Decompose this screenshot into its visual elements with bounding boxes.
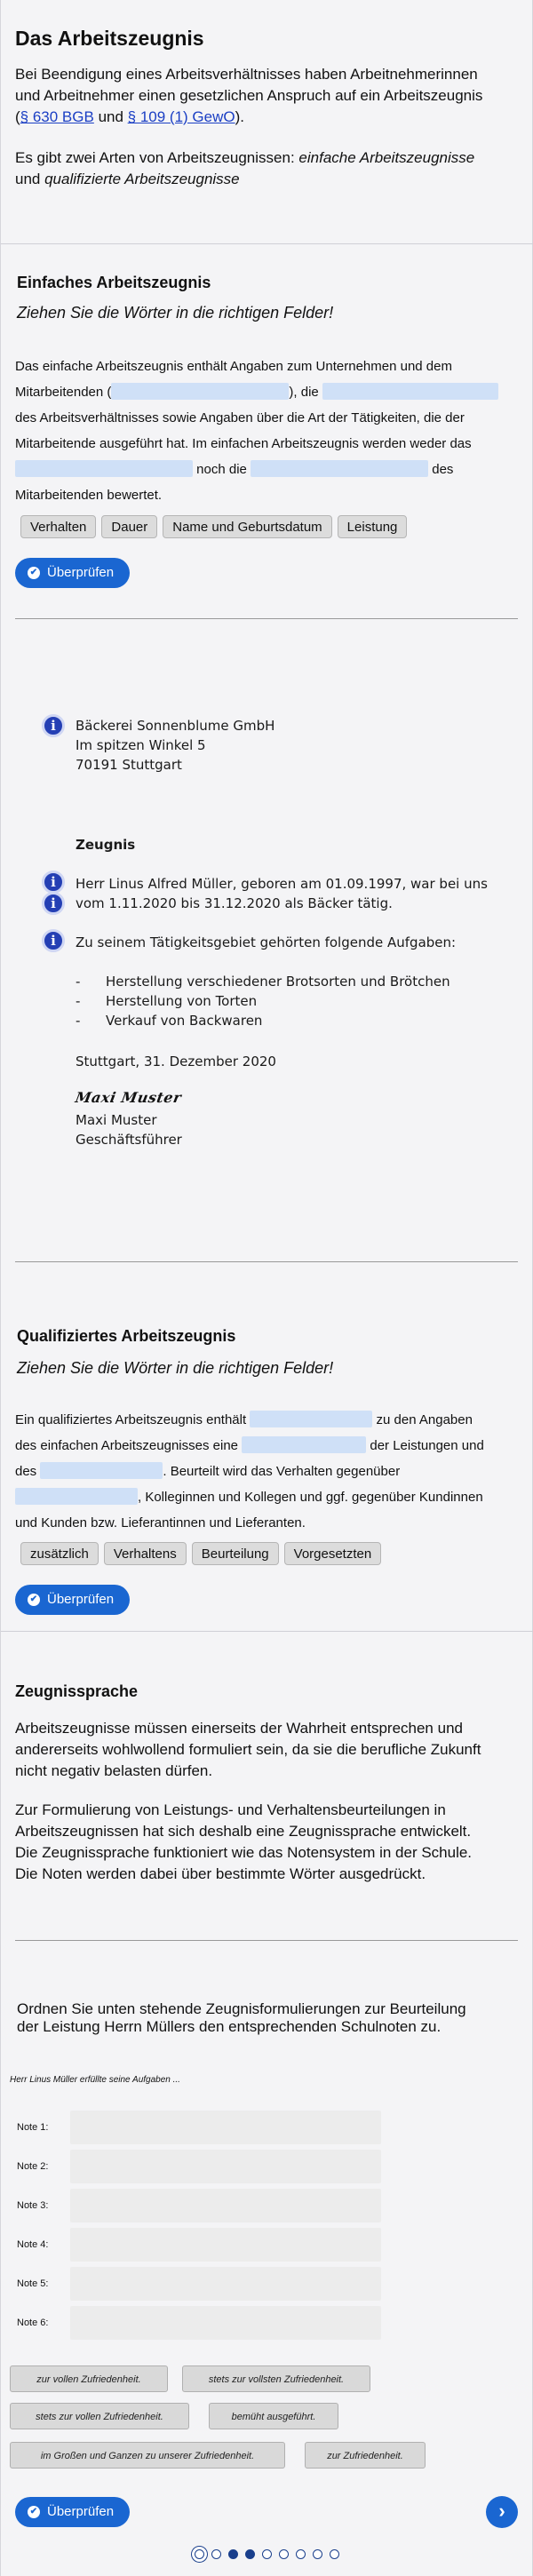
word-chip[interactable]: zusätzlich <box>20 1542 99 1565</box>
link-bgb[interactable]: § 630 BGB <box>20 108 94 125</box>
intro-paragraph-2 <box>15 147 521 190</box>
text: Es gibt zwei Arten von Arbeitszeugnissen: <box>15 149 299 166</box>
divider <box>1 1631 533 1632</box>
signature: Maxi Muster <box>74 1089 183 1106</box>
pager-dot[interactable] <box>313 2549 322 2559</box>
note-drop-3[interactable] <box>70 2189 381 2222</box>
word-bank <box>20 1542 386 1565</box>
text-line <box>15 1433 521 1459</box>
place-date: Stuttgart, 31. Dezember 2020 <box>76 1053 276 1069</box>
letter-heading: Zeugnis <box>76 837 136 853</box>
text-line <box>15 379 521 405</box>
text: Herstellung von Torten <box>106 993 258 1009</box>
section-title: Einfaches Arbeitszeugnis <box>17 274 211 291</box>
text: einfache Arbeitszeugnisse <box>298 149 475 166</box>
pager-dot[interactable] <box>279 2549 289 2559</box>
text: Ein qualifiziertes Arbeitszeugnis enthält <box>15 1412 247 1427</box>
text: und <box>93 108 128 125</box>
word-chip[interactable]: Verhalten <box>20 515 96 538</box>
divider <box>15 1261 518 1262</box>
text: ( <box>15 108 20 125</box>
info-icon[interactable]: i <box>42 871 65 894</box>
letter-text <box>76 874 488 913</box>
phrase-chip[interactable]: im Großen und Ganzen zu unserer Zufriedenheit. <box>10 2442 285 2469</box>
word-chip[interactable]: Leistung <box>338 515 408 538</box>
text: und <box>15 171 45 187</box>
pager-dot[interactable] <box>262 2549 272 2559</box>
note-drop-2[interactable] <box>70 2150 381 2183</box>
drop-field[interactable] <box>15 1488 138 1505</box>
button-label: Überprüfen <box>47 2504 115 2519</box>
intro-line <box>15 169 521 190</box>
text: Die Noten werden dabei über bestimmte Wörter ausgedrückt. <box>15 1865 426 1882</box>
word-chip[interactable]: Name und Geburtsdatum <box>163 515 331 538</box>
intro-line: und Arbeitnehmer einen gesetzlichen Anspruch auf ein Arbeitszeugnis <box>15 87 483 104</box>
note-drop-6[interactable] <box>70 2306 381 2340</box>
gap-text <box>15 1407 521 1536</box>
text: Mitarbeitenden ( <box>15 385 112 400</box>
section-title: Qualifiziertes Arbeitszeugnis <box>17 1327 236 1345</box>
phrase-chip[interactable]: stets zur vollen Zufriedenheit. <box>10 2403 189 2429</box>
letter-address <box>76 716 274 775</box>
text: noch die <box>196 462 247 477</box>
divider <box>15 618 518 619</box>
text: Herstellung verschiedener Brotsorten und Brötchen <box>106 974 450 990</box>
pager-dot[interactable] <box>211 2549 221 2559</box>
info-icon[interactable]: i <box>42 929 65 952</box>
word-bank <box>20 515 412 538</box>
check-button[interactable] <box>15 2497 130 2527</box>
instruction: Ziehen Sie die Wörter in die richtigen Felder! <box>17 1359 334 1377</box>
text-line <box>15 457 521 482</box>
phrase-chip[interactable]: zur Zufriedenheit. <box>305 2442 426 2469</box>
pager-dot[interactable] <box>296 2549 306 2559</box>
text: Die Zeugnissprache funktioniert wie das Notensystem in der Schule. <box>15 1844 473 1861</box>
pager-dot[interactable] <box>330 2549 339 2559</box>
check-button[interactable] <box>15 558 130 588</box>
phrase-chip[interactable]: stets zur vollsten Zufriedenheit. <box>182 2365 370 2392</box>
text: der Leistungen und <box>370 1438 484 1453</box>
word-chip[interactable]: Beurteilung <box>192 1542 279 1565</box>
button-label: Überprüfen <box>47 565 115 580</box>
note-drop-1[interactable] <box>70 2111 381 2144</box>
text-line <box>15 1484 521 1510</box>
word-chip[interactable]: Verhaltens <box>104 1542 187 1565</box>
button-label: Überprüfen <box>47 1592 115 1607</box>
text: andererseits wohlwollend formuliert sein, da sie die berufliche Zukunft <box>15 1741 481 1758</box>
intro-line <box>15 147 521 169</box>
task-list <box>76 972 450 1030</box>
text: Geschäftsführer <box>76 1132 182 1148</box>
letter-text: Zu seinem Tätigkeitsgebiet gehörten folgende Aufgaben: <box>76 934 457 950</box>
text: Verkauf von Backwaren <box>106 1013 263 1029</box>
drop-field[interactable] <box>322 383 498 400</box>
intro-paragraph <box>15 64 521 128</box>
task-item: - Herstellung von Torten <box>76 993 258 1009</box>
check-button[interactable] <box>15 1585 130 1615</box>
text: , Kolleginnen und Kollegen und ggf. gegenüber Kundinnen <box>138 1490 483 1505</box>
text: des <box>432 462 454 477</box>
info-icon[interactable]: i <box>42 892 65 915</box>
text: Zur Formulierung von Leistungs- und Verhaltensbeurteilungen in <box>15 1801 446 1818</box>
task-item: - Verkauf von Backwaren <box>76 1013 263 1029</box>
pager-dot[interactable] <box>195 2549 204 2559</box>
instruction <box>17 2000 466 2036</box>
note-label: Note 1: <box>17 2122 49 2133</box>
drop-field[interactable] <box>242 1436 366 1453</box>
text: Das einfache Arbeitszeugnis enthält Angaben zum Unternehmen und dem <box>15 359 452 374</box>
note-label: Note 6: <box>17 2318 49 2328</box>
divider <box>1 243 533 244</box>
check-circle-icon: ✔ <box>28 2506 40 2518</box>
phrase-chip[interactable]: zur vollen Zufriedenheit. <box>10 2365 168 2392</box>
intro-line: Bei Beendigung eines Arbeitsverhältnisses haben Arbeitnehmerinnen <box>15 66 478 83</box>
drop-field[interactable] <box>251 460 428 477</box>
text: Arbeitszeugnisse müssen einerseits der Wahrheit entsprechen und <box>15 1720 463 1737</box>
text: des einfachen Arbeitszeugnisses eine <box>15 1438 239 1453</box>
text: Mitarbeitende ausgeführt hat. Im einfachen Arbeitszeugnis werden weder das <box>15 436 472 451</box>
text: Maxi Muster <box>76 1112 157 1128</box>
text: Mitarbeitenden bewertet. <box>15 488 163 503</box>
phrase-chip[interactable]: bemüht ausgeführt. <box>209 2403 338 2429</box>
check-circle-icon: ✔ <box>28 567 40 579</box>
text: ), die <box>289 385 319 400</box>
text: zu den Angaben <box>376 1412 473 1427</box>
info-icon[interactable]: i <box>42 714 65 737</box>
drop-field[interactable] <box>15 460 193 477</box>
pager-dot[interactable] <box>245 2549 255 2559</box>
check-circle-icon: ✔ <box>28 1594 40 1606</box>
intro-line <box>15 107 521 128</box>
text: Ordnen Sie unten stehende Zeugnisformulierungen zur Beurteilung <box>17 2000 466 2017</box>
text: vom 1.11.2020 bis 31.12.2020 als Bäcker tätig. <box>76 895 393 911</box>
note-drop-4[interactable] <box>70 2228 381 2262</box>
text: ). <box>235 108 244 125</box>
note-label: Note 4: <box>17 2239 49 2250</box>
note-drop-5[interactable] <box>70 2267 381 2301</box>
text-line <box>15 1407 521 1433</box>
text: der Leistung Herrn Müllers den entsprechenden Schulnoten zu. <box>17 2018 442 2035</box>
word-chip[interactable]: Vorgesetzten <box>284 1542 382 1565</box>
text: Arbeitszeugnissen hat sich deshalb eine Zeugnissprache entwickelt. <box>15 1823 472 1840</box>
drop-field[interactable] <box>250 1411 372 1427</box>
text: nicht negativ belasten dürfen. <box>15 1762 213 1779</box>
page-title: Das Arbeitszeugnis <box>15 27 204 50</box>
instruction: Ziehen Sie die Wörter in die richtigen Felder! <box>17 304 334 322</box>
drop-field[interactable] <box>111 383 289 400</box>
text: des Arbeitsverhältnisses sowie Angaben über die Art der Tätigkeiten, die der <box>15 410 465 425</box>
section-title: Zeugnissprache <box>15 1682 139 1700</box>
divider <box>15 1940 518 1941</box>
lead-text: Herr Linus Müller erfüllte seine Aufgaben ... <box>10 2075 180 2085</box>
word-chip[interactable]: Dauer <box>101 515 157 538</box>
text: . Beurteilt wird das Verhalten gegenüber <box>163 1464 401 1479</box>
chevron-right-icon[interactable]: › <box>486 2496 518 2528</box>
text: 70191 Stuttgart <box>76 757 182 773</box>
paragraph <box>15 1718 521 1782</box>
text: Bäckerei Sonnenblume GmbH <box>76 718 275 734</box>
pager-dot[interactable] <box>228 2549 238 2559</box>
signer <box>76 1110 182 1149</box>
link-gewo[interactable]: § 109 (1) GewO <box>127 108 235 125</box>
text-line <box>15 1459 521 1484</box>
note-label: Note 5: <box>17 2278 49 2289</box>
drop-field[interactable] <box>40 1462 163 1479</box>
note-label: Note 3: <box>17 2200 49 2211</box>
paragraph <box>15 1800 521 1885</box>
text: und Kunden bzw. Lieferantinnen und Lieferanten. <box>15 1515 306 1530</box>
text: qualifizierte Arbeitszeugnisse <box>44 171 240 187</box>
gap-text <box>15 354 521 508</box>
text: des <box>15 1464 37 1479</box>
text: Herr Linus Alfred Müller, geboren am 01.09.1997, war bei uns <box>76 876 488 892</box>
note-label: Note 2: <box>17 2161 49 2172</box>
text: Im spitzen Winkel 5 <box>76 737 206 753</box>
task-item: - Herstellung verschiedener Brotsorten und Brötchen <box>76 974 450 990</box>
